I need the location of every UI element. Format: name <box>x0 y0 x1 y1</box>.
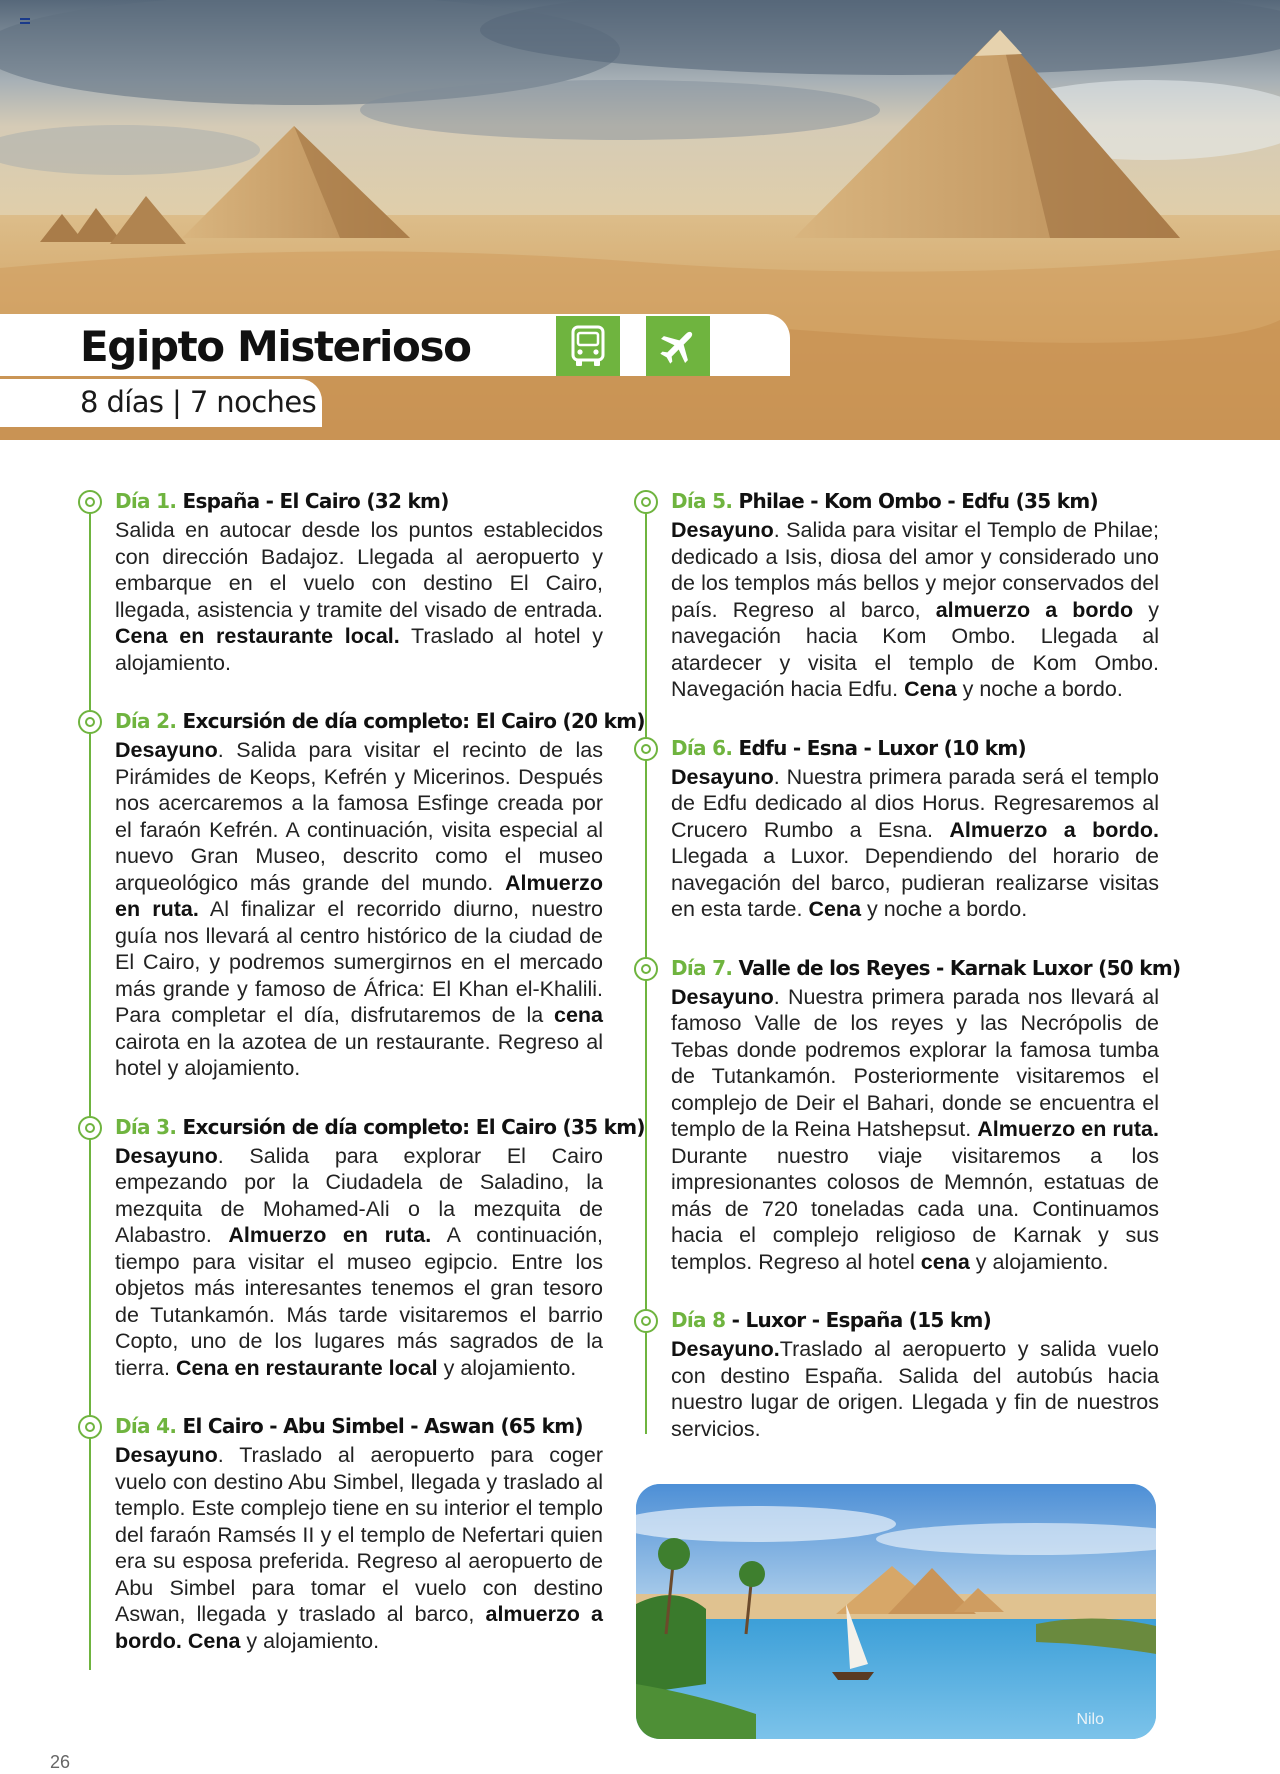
day-heading <box>115 1411 603 1441</box>
day-number: Día 2. <box>115 709 177 733</box>
body-text: y alojamiento. <box>437 1355 577 1380</box>
timeline-marker-icon <box>634 957 658 981</box>
body-text: Traslado al hotel y alojamiento. <box>115 624 603 675</box>
day-heading <box>115 486 603 516</box>
body-text: . Traslado al aeropuerto para coger vuelo con destino Abu Simbel, llegada y traslado al templo. Este complejo tiene en su interior el templo del faraón Ramsés II y el templo de Nefertari quien era su esposa preferida. Regreso al aeropuerto de Abu Simbel para tomar el vuelo con destino Aswan, llegada y traslado al barco, <box>115 1443 603 1626</box>
body-text: Salida en autocar desde los puntos establecidos con dirección Badajoz. Llegada al aeropuerto y embarque en el vuelo con destino El Cairo, llegada, asistencia y tramite del visado de entrada. <box>115 518 603 622</box>
highlight-text: almuerzo a bordo <box>935 597 1134 622</box>
body-text: y navegación hacia Kom Ombo. Llegada al atardecer y visita el templo de Kom Ombo. Navegación hacia Edfu. <box>671 597 1159 701</box>
highlight-text: Cena <box>904 677 957 701</box>
day-number: Día 1. <box>115 489 177 513</box>
highlight-text: Desayuno <box>671 984 774 1009</box>
highlight-text: Desayuno. <box>671 1337 780 1361</box>
day-description <box>115 517 603 676</box>
day-6 <box>634 733 1159 923</box>
day-number: Día 8 <box>671 1308 726 1332</box>
highlight-text: Desayuno <box>671 764 774 789</box>
body-text: . Salida para visitar el Templo de Philae; dedicado a Isis, diosa del amor y considerado uno de los templos más bellos y mejor conservados del país. Regreso al barco, <box>671 518 1159 622</box>
body-text: Llegada a Luxor. Dependiendo del horario de navegación del barco, pudieran realizarse visitas en esta tarde. <box>671 844 1159 921</box>
highlight-text: Almuerzo en ruta. <box>977 1117 1159 1141</box>
day-route: Philae - Kom Ombo - Edfu (35 km) <box>732 489 1098 513</box>
day-route: El Cairo - Abu Simbel - Aswan (65 km) <box>176 1414 583 1438</box>
timeline-marker-icon <box>634 737 658 761</box>
day-description <box>671 984 1159 1276</box>
day-route: - Luxor - España (15 km) <box>725 1308 992 1332</box>
page-number: 26 <box>50 1752 71 1772</box>
timeline-marker-icon <box>78 490 102 514</box>
day-number: Día 4. <box>115 1414 177 1438</box>
day-5 <box>634 486 1159 703</box>
day-description <box>671 1336 1159 1442</box>
timeline-marker-icon <box>78 1415 102 1439</box>
timeline-marker-icon <box>78 710 102 734</box>
body-text: Durante nuestro viaje visitaremos a los impresionantes colosos de Memnón, estatuas de más de 720 toneladas cada una. Continuamos hacia el complejo religioso de Karnak y sus templos. Regreso al hotel <box>671 1143 1159 1274</box>
highlight-text: almuerzo a bordo. Cena <box>115 1602 603 1653</box>
day-7 <box>634 953 1181 1276</box>
highlight-text: Cena en restaurante local. <box>115 624 400 648</box>
highlight-text: Desayuno <box>671 518 774 542</box>
highlight-text: Desayuno <box>115 738 218 762</box>
highlight-text: Desayuno <box>115 1143 218 1168</box>
day-number: Día 5. <box>671 489 733 513</box>
day-route: Excursión de día completo: El Cairo (35 km) <box>176 1114 645 1139</box>
trip-duration: 8 días | 7 noches <box>80 385 317 419</box>
bus-icon <box>568 324 608 368</box>
day-heading <box>671 953 1181 983</box>
highlight-text: Cena en restaurante local <box>175 1355 438 1380</box>
body-text: y alojamiento. <box>969 1249 1109 1274</box>
day-description <box>115 1442 603 1654</box>
body-text: . Salida para visitar el recinto de las Pirámides de Keops, Kefrén y Micerinos. Después nos acercaremos a la famosa Esfinge creada por el faraón Kefrén. A continuación, visita especial al nuevo Gran Museo, descrito como el museo arqueológico más grande del mundo. <box>115 738 603 895</box>
day-2 <box>78 706 645 1082</box>
photo-caption: Nilo <box>1076 1711 1104 1728</box>
nile-photo <box>636 1484 1156 1739</box>
itinerary-column-right <box>634 486 1181 1466</box>
highlight-text: Cena <box>808 897 862 921</box>
body-text: . Nuestra primera parada nos llevará al famoso Valle de los reyes y las Necrópolis de Tebas donde podremos explorar la famosa tumba de Tutankamón. Posteriormente visitaremos el complejo de Deir el Bahari, donde se encuentra el templo de la Reina Hatshepsut. <box>671 984 1159 1141</box>
day-description <box>115 737 603 1082</box>
bus-badge <box>556 316 620 376</box>
body-text: . Salida para explorar El Cairo empezando por la Ciudadela de Saladino, la mezquita de Mohamed-Ali o la mezquita de Alabastro. <box>115 1143 603 1247</box>
day-heading <box>115 706 645 736</box>
day-heading <box>115 1112 645 1142</box>
day-description <box>671 517 1159 703</box>
timeline-marker-icon <box>78 1116 102 1140</box>
menu-icon[interactable] <box>20 18 30 26</box>
day-heading <box>671 733 1159 763</box>
day-route: España - El Cairo (32 km) <box>176 489 449 513</box>
day-route: Excursión de día completo: El Cairo (20 km) <box>176 709 645 733</box>
day-description <box>671 764 1159 923</box>
plane-badge <box>646 316 710 376</box>
highlight-text: Almuerzo en ruta. <box>115 870 603 921</box>
day-description <box>115 1143 603 1382</box>
highlight-text: cena <box>553 1003 603 1027</box>
day-route: Valle de los Reyes - Karnak Luxor (50 km) <box>732 955 1181 980</box>
highlight-text: Almuerzo a bordo. <box>949 817 1160 842</box>
body-text: Al finalizar el recorrido diurno, nuestro guía nos llevará al centro histórico de la ciudad de El Cairo, y podremos sumergirnos en el mercado más grande y famoso de África: El Khan el-Khalili. Para completar el día, disfrutaremos de la <box>115 897 603 1027</box>
nile-illustration <box>636 1484 1156 1739</box>
itinerary-column-left <box>78 486 645 1678</box>
body-text: Traslado al aeropuerto y salida vuelo con destino España. Salida del autobús hacia nuestro lugar de origen. Llegada y fin de nuestros servicios. <box>671 1337 1159 1441</box>
day-number: Día 7. <box>671 955 733 980</box>
day-heading <box>671 486 1159 516</box>
timeline-marker-icon <box>634 1309 658 1333</box>
day-1 <box>78 486 603 676</box>
day-4 <box>78 1411 603 1654</box>
plane-icon <box>657 325 699 367</box>
highlight-text: cena <box>920 1249 970 1274</box>
body-text: A continuación, tiempo para visitar el museo egipcio. Entre los objetos más interesantes tenemos el gran tesoro de Tutankamón. Más tarde visitaremos el barrio Copto, uno de los lugares más sagrados de la tierra. <box>115 1223 604 1380</box>
highlight-text: Desayuno <box>115 1443 218 1467</box>
body-text: y noche a bordo. <box>956 677 1123 701</box>
day-number: Día 6. <box>671 735 733 760</box>
body-text: y noche a bordo. <box>861 897 1028 921</box>
highlight-text: Almuerzo en ruta. <box>228 1223 432 1247</box>
body-text: cairota en la azotea de un restaurante. Regreso al hotel y alojamiento. <box>115 1029 603 1080</box>
day-route: Edfu - Esna - Luxor (10 km) <box>732 735 1026 760</box>
timeline-marker-icon <box>634 490 658 514</box>
body-text: y alojamiento. <box>240 1628 380 1653</box>
page-title: Egipto Misterioso <box>80 322 471 371</box>
day-3 <box>78 1112 645 1382</box>
day-number: Día 3. <box>115 1114 177 1139</box>
body-text: . Nuestra primera parada será el templo de Edfu dedicado al dios Horus. Regresaremos al Crucero Rumbo a Esna. <box>671 764 1159 842</box>
day-heading <box>671 1305 1159 1335</box>
day-8 <box>634 1305 1159 1442</box>
